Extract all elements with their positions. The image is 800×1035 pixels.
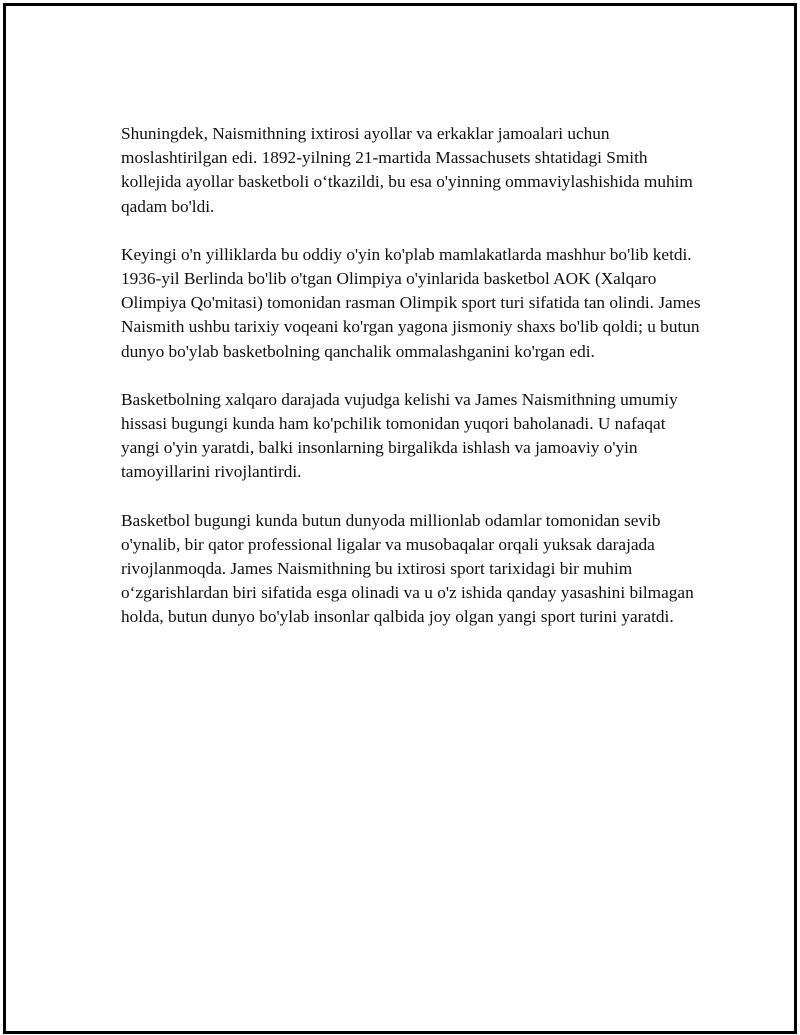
paragraph-international: Basketbolning xalqaro darajada vujudga kelishi va James Naismithning umumiy hissasi bugungi kunda ham ko'pchilik tomonidan yuqori baholanadi. U nafaqat yangi o'yin yaratdi, balki insonlarning birgalikda ishlash va jamoaviy o'yin tamoyillarini rivojlantirdi. [121,389,678,482]
paragraph-olympics: Keyingi o'n yilliklarda bu oddiy o'yin ko'plab mamlakatlarda mashhur bo'lib ketdi. 1936-yil Berlinda bo'lib o'tgan Olimpiya o'yinlarida basketbol AOK (Xalqaro Olimpiya Qo'mitasi) tomonidan rasman Olimpik sport turi sifatida tan olindi. James Naismith ushbu tarixiy voqeani ko'rgan yagona jismoniy shaxs bo'lib qoldi; u butun dunyo bo'ylab basketbolning qanchalik ommalashganini ko'rgan edi. [121,244,701,361]
paragraph-women-basketball: Shuningdek, Naismithning ixtirosi ayollar va erkaklar jamoalari uchun moslashtirilgan edi. 1892-yilning 21-martida Massachusets shtatidagi Smith kollejida ayollar basketboli o‘tkazildi, bu esa o'yinning ommaviylashishida muhim qadam bo'ldi. [121,124,693,216]
paragraph-legacy: Basketbol bugungi kunda butun dunyoda millionlab odamlar tomonidan sevib o'ynalib, bir qator professional ligalar va musobaqalar orqali yuksak darajada rivojlanmoqda. James Naismithning bu ixtirosi sport tarixidagi bir muhim o‘zgarishlardan biri sifatida esga olinadi va u o'z ishida qanday yasashini bilmagan holda, butun dunyo bo'ylab insonlar qalbida joy olgan yangi sport turini yaratdi. [121,510,694,627]
page-content [121,122,701,654]
page-frame [3,3,797,1034]
